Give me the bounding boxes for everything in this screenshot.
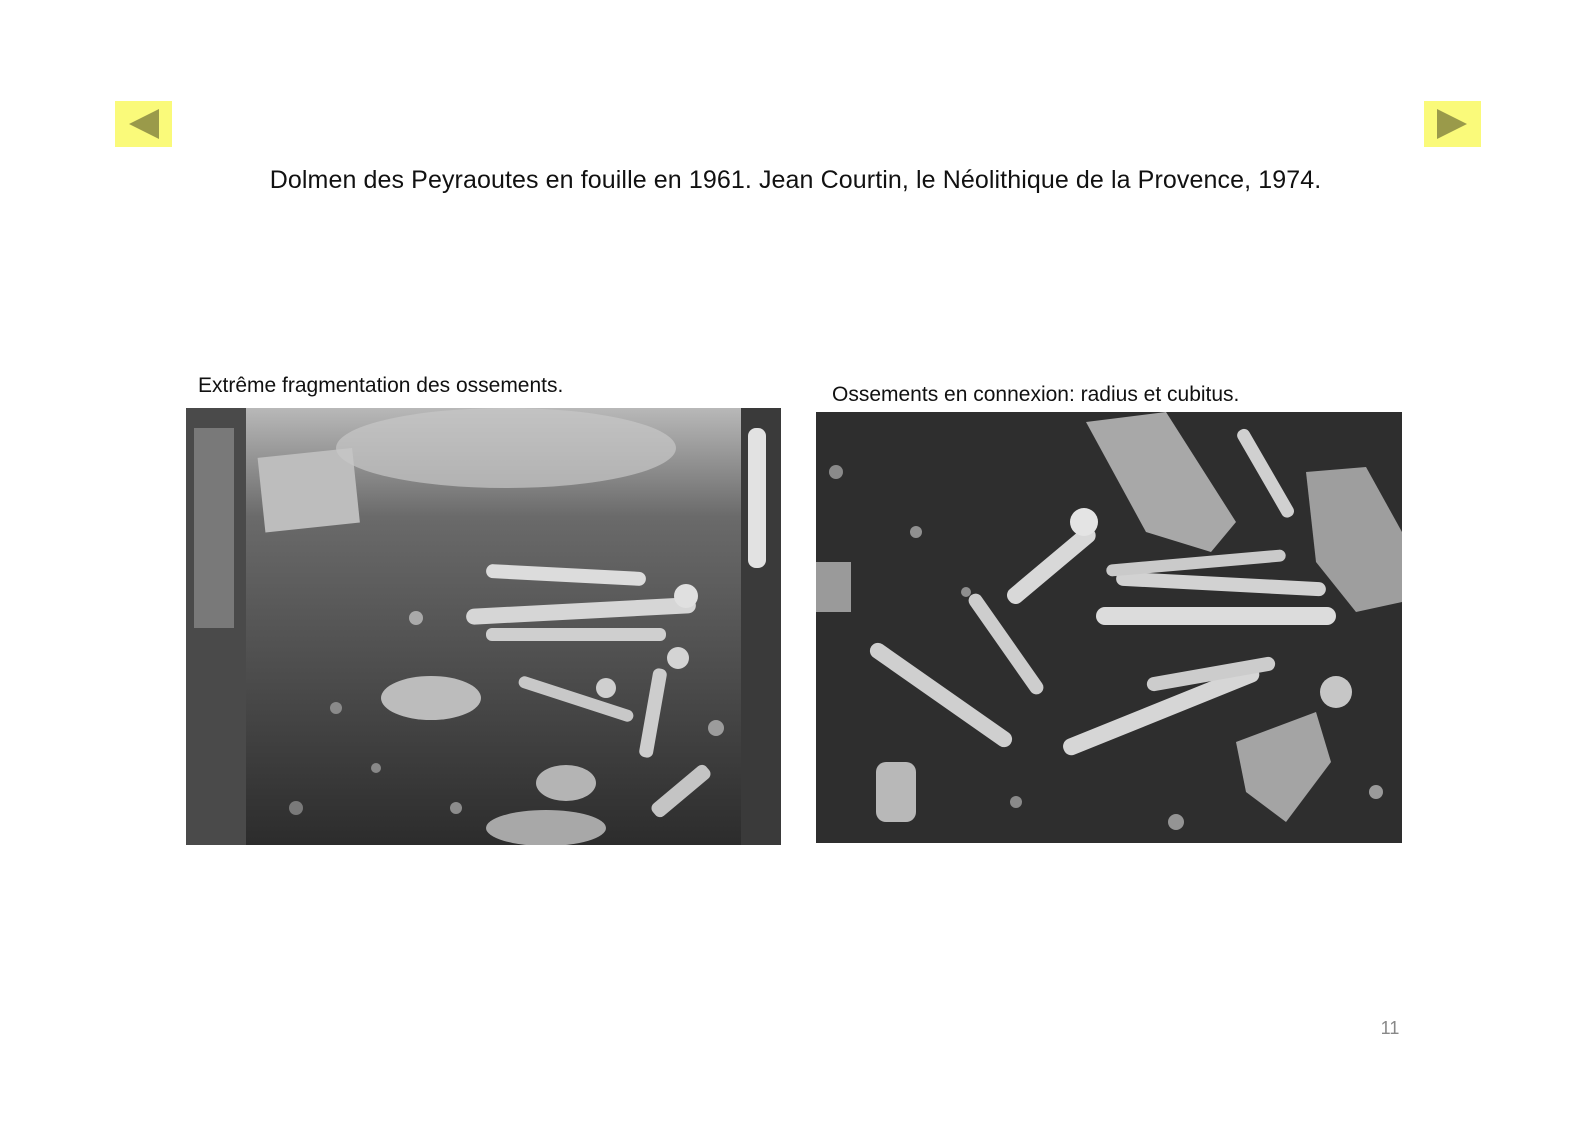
excavation-photo-articulated-bones	[816, 412, 1402, 843]
next-slide-button[interactable]	[1424, 101, 1481, 147]
triangle-left-icon	[115, 101, 172, 147]
slide-title: Dolmen des Peyraoutes en fouille en 1961. Jean Courtin, le Néolithique de la Provence, 1974.	[269, 166, 1322, 194]
caption-fragmentation: Extrême fragmentation des ossements.	[198, 374, 564, 397]
caption-connexion: Ossements en connexion: radius et cubitus.	[832, 383, 1240, 406]
previous-slide-button[interactable]	[115, 101, 172, 147]
page-number: 11	[1380, 1018, 1400, 1038]
triangle-right-icon	[1424, 101, 1481, 147]
excavation-photo-fragmented-bones	[186, 408, 781, 845]
